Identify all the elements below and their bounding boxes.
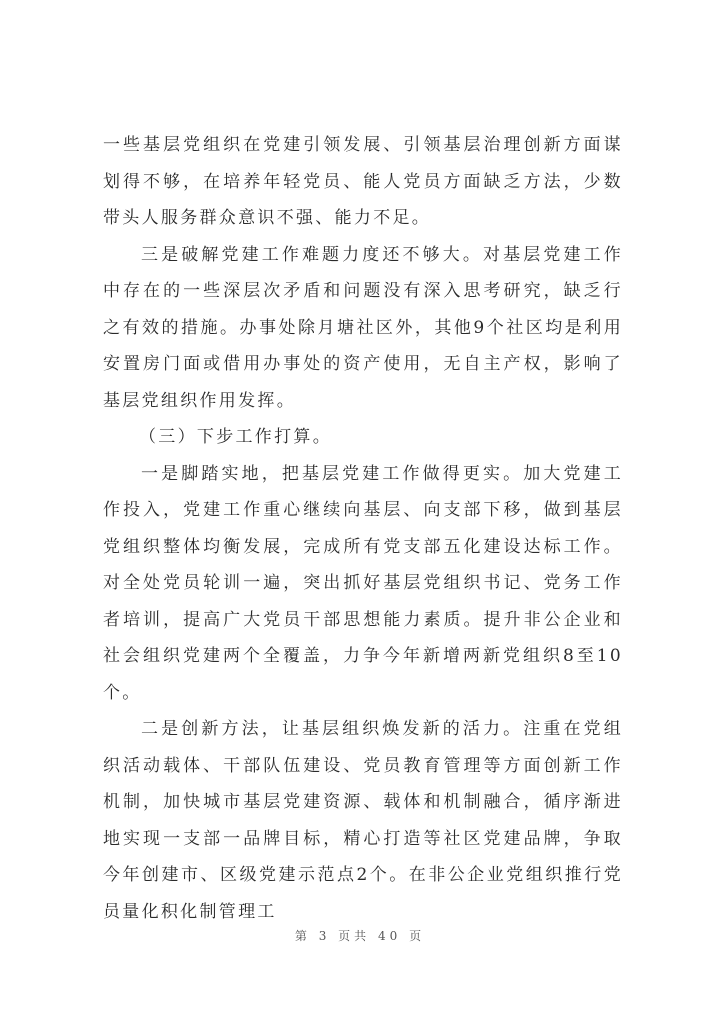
section-heading-next-steps: （三）下步工作打算。 [139,427,332,447]
page-footer: 第 3 页共 40 页 [294,929,426,943]
body-text [103,127,623,930]
paragraph-problem-three: 三是破解党建工作难题力度还不够大。对基层党建工作中存在的一些深层次矛盾和问题没有深入思考研究，缺乏行之有效的措施。办事处除月塘社区外，其他9个社区均是利用安置房门面或借用办事处的资产使用，无自主产权，影响了基层党组织作用发挥。 [103,244,623,411]
paragraph-continuation: 一些基层党组织在党建引领发展、引领基层治理创新方面谋划得不够，在培养年轻党员、能人党员方面缺乏方法，少数带头人服务群众意识不强、能力不足。 [103,135,623,228]
paragraph-plan-two: 二是创新方法，让基层组织焕发新的活力。注重在党组织活动载体、干部队伍建设、党员教育管理等方面创新工作机制，加快城市基层党建资源、载体和机制融合，循序渐进地实现一支部一品牌目标，精心打造等社区党建品牌，争取今年创建市、区级党建示范点2个。在非公企业党组织推行党员量化积化制管理工 [103,719,623,922]
paragraph-plan-one: 一是脚踏实地，把基层党建工作做得更实。加大党建工作投入，党建工作重心继续向基层、向支部下移，做到基层党组织整体均衡发展，完成所有党支部五化建设达标工作。对全处党员轮训一遍，突出抓好基层党组织书记、党务工作者培训，提高广大党员干部思想能力素质。提升非公企业和社会组织党建两个全覆盖，力争今年新增两新党组织8至10个。 [103,463,623,703]
